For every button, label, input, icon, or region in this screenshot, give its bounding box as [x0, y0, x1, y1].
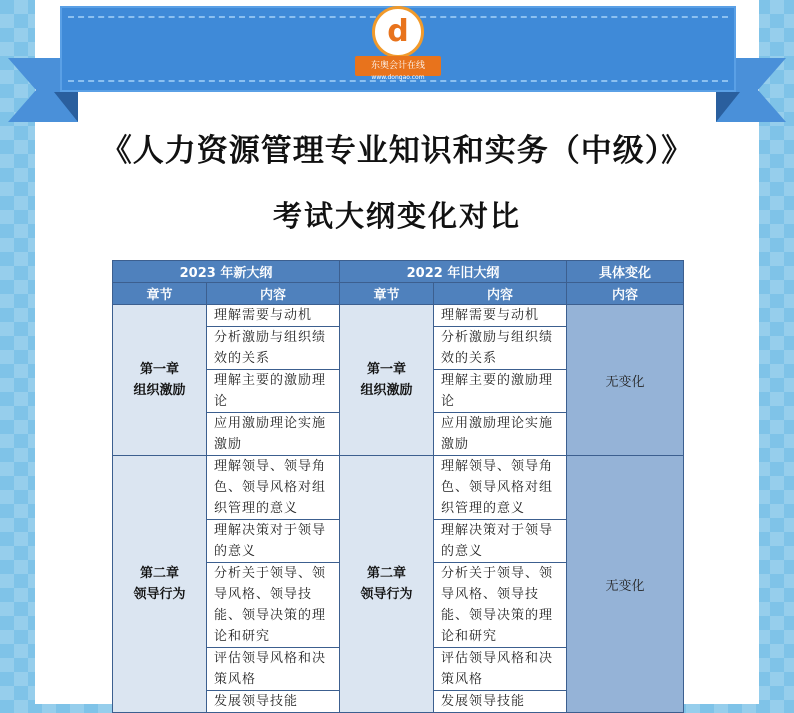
table-row: [113, 305, 684, 327]
new-content-cell: 应用激励理论实施激励: [207, 413, 340, 456]
old-content-cell: 理解领导、领导角色、领导风格对组织管理的意义: [434, 456, 567, 520]
chapter-number: 第二章: [139, 566, 179, 581]
change-cell: 无变化: [567, 456, 684, 713]
old-content-cell: 理解决策对于领导的意义: [434, 520, 567, 563]
new-content-cell: 分析激励与组织绩效的关系: [207, 327, 340, 370]
chapter-name: 组织激励: [360, 383, 413, 398]
chapter-number: 第一章: [366, 362, 406, 377]
old-content-cell: 应用激励理论实施激励: [434, 413, 567, 456]
subheader-old-chapter: 章节: [340, 283, 434, 305]
dongao-logo: [355, 6, 441, 84]
header-old-syllabus: 2022 年旧大纲: [340, 261, 567, 283]
logo-url: www.dongao.com: [371, 74, 425, 81]
syllabus-comparison-table: [112, 260, 684, 713]
new-content-cell: 理解领导、领导角色、领导风格对组织管理的意义: [207, 456, 340, 520]
table-row: [113, 456, 684, 520]
document-title: 《人力资源管理专业知识和实务（中级）》: [100, 133, 694, 169]
old-content-cell: 发展领导技能: [434, 691, 567, 713]
subheader-new-chapter: 章节: [113, 283, 207, 305]
header-new-syllabus: 2023 年新大纲: [113, 261, 340, 283]
sub-header-row: [113, 283, 684, 305]
logo-badge-icon: [372, 6, 424, 58]
old-content-cell: 分析关于领导、领导风格、领导技能、领导决策的理论和研究: [434, 563, 567, 648]
chapter-name: 领导行为: [360, 587, 413, 602]
old-content-cell: 理解主要的激励理论: [434, 370, 567, 413]
new-content-cell: 分析关于领导、领导风格、领导技能、领导决策的理论和研究: [207, 563, 340, 648]
new-content-cell: 理解决策对于领导的意义: [207, 520, 340, 563]
new-content-cell: 发展领导技能: [207, 691, 340, 713]
old-content-cell: 评估领导风格和决策风格: [434, 648, 567, 691]
logo-glyph: d: [387, 14, 409, 49]
document-subtitle: 考试大纲变化对比: [272, 199, 521, 233]
chapter-name: 领导行为: [133, 587, 186, 602]
logo-tag: 东奥会计在线: [355, 56, 441, 76]
chapter-number: 第一章: [139, 362, 179, 377]
new-content-cell: 理解需要与动机: [207, 305, 340, 327]
subheader-new-content: 内容: [207, 283, 340, 305]
new-content-cell: 评估领导风格和决策风格: [207, 648, 340, 691]
new-chapter-cell: [113, 305, 207, 456]
new-chapter-cell: [113, 456, 207, 713]
change-cell: 无变化: [567, 305, 684, 456]
subheader-change-content: 内容: [567, 283, 684, 305]
chapter-number: 第二章: [366, 566, 406, 581]
chapter-name: 组织激励: [133, 383, 186, 398]
group-header-row: [113, 261, 684, 283]
old-content-cell: 分析激励与组织绩效的关系: [434, 327, 567, 370]
new-content-cell: 理解主要的激励理论: [207, 370, 340, 413]
header-changes: 具体变化: [567, 261, 684, 283]
subheader-old-content: 内容: [434, 283, 567, 305]
old-chapter-cell: [340, 456, 434, 713]
old-chapter-cell: [340, 305, 434, 456]
old-content-cell: 理解需要与动机: [434, 305, 567, 327]
